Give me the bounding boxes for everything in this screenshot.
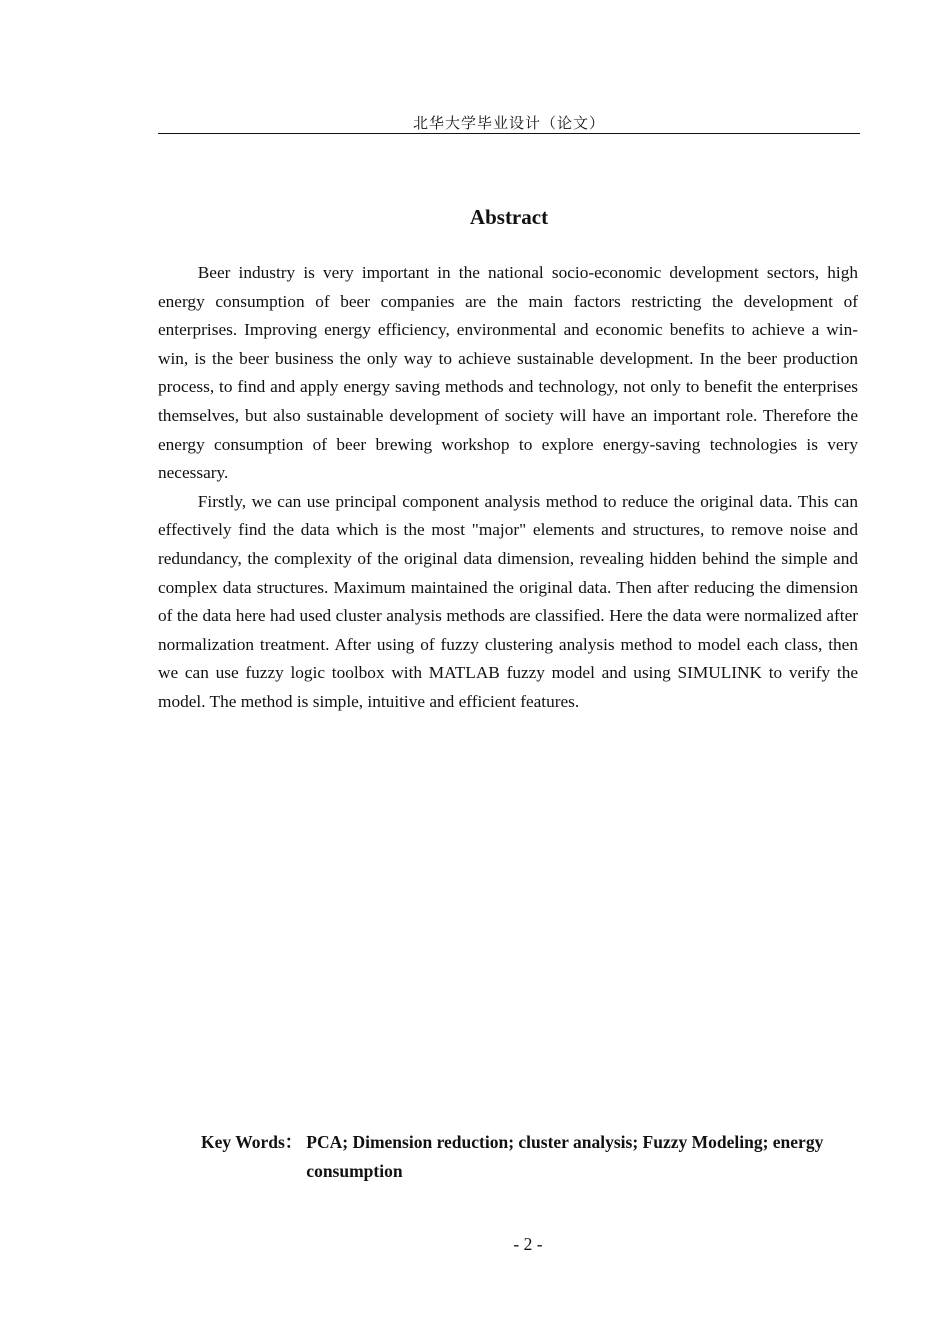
keywords-text: PCA; Dimension reduction; cluster analysis; Fuzzy Modeling; energy consumption: [306, 1132, 824, 1181]
abstract-paragraph-1: Beer industry is very important in the national socio-economic development sectors, high energy consumption of beer companies are the main factors restricting the development of enterprises. Improving energy efficiency, environmental and economic benefits to achieve a win-win, is the beer business the only way to achieve sustainable development. In the beer production process, to find and apply energy saving methods and technology, not only to benefit the enterprises themselves, but also sustainable development of society will have an important role. Therefore the energy consumption of beer brewing workshop to explore energy-saving technologies is very necessary.: [158, 263, 858, 483]
header-rule: [158, 133, 860, 134]
page-number: - 2 -: [513, 1234, 543, 1254]
abstract-body: [158, 259, 858, 717]
running-header: 北华大学毕业设计（论文）: [412, 116, 605, 132]
keywords-label: Key Words：: [201, 1132, 303, 1152]
abstract-heading: Abstract: [469, 205, 549, 229]
keywords-block: [201, 1128, 861, 1186]
abstract-paragraph-2: Firstly, we can use principal component analysis method to reduce the original data. This can effectively find the data which is the most "major" elements and structures, to remove noise and redundancy, the complexity of the original data dimension, revealing hidden behind the simple and complex data structures. Maximum maintained the original data. Then after reducing the dimension of the data here had used cluster analysis methods are classified. Here the data were normalized after normalization treatment. After using of fuzzy clustering analysis method to model each class, then we can use fuzzy logic toolbox with MATLAB fuzzy model and using SIMULINK to verify the model. The method is simple, intuitive and efficient features.: [158, 491, 858, 711]
